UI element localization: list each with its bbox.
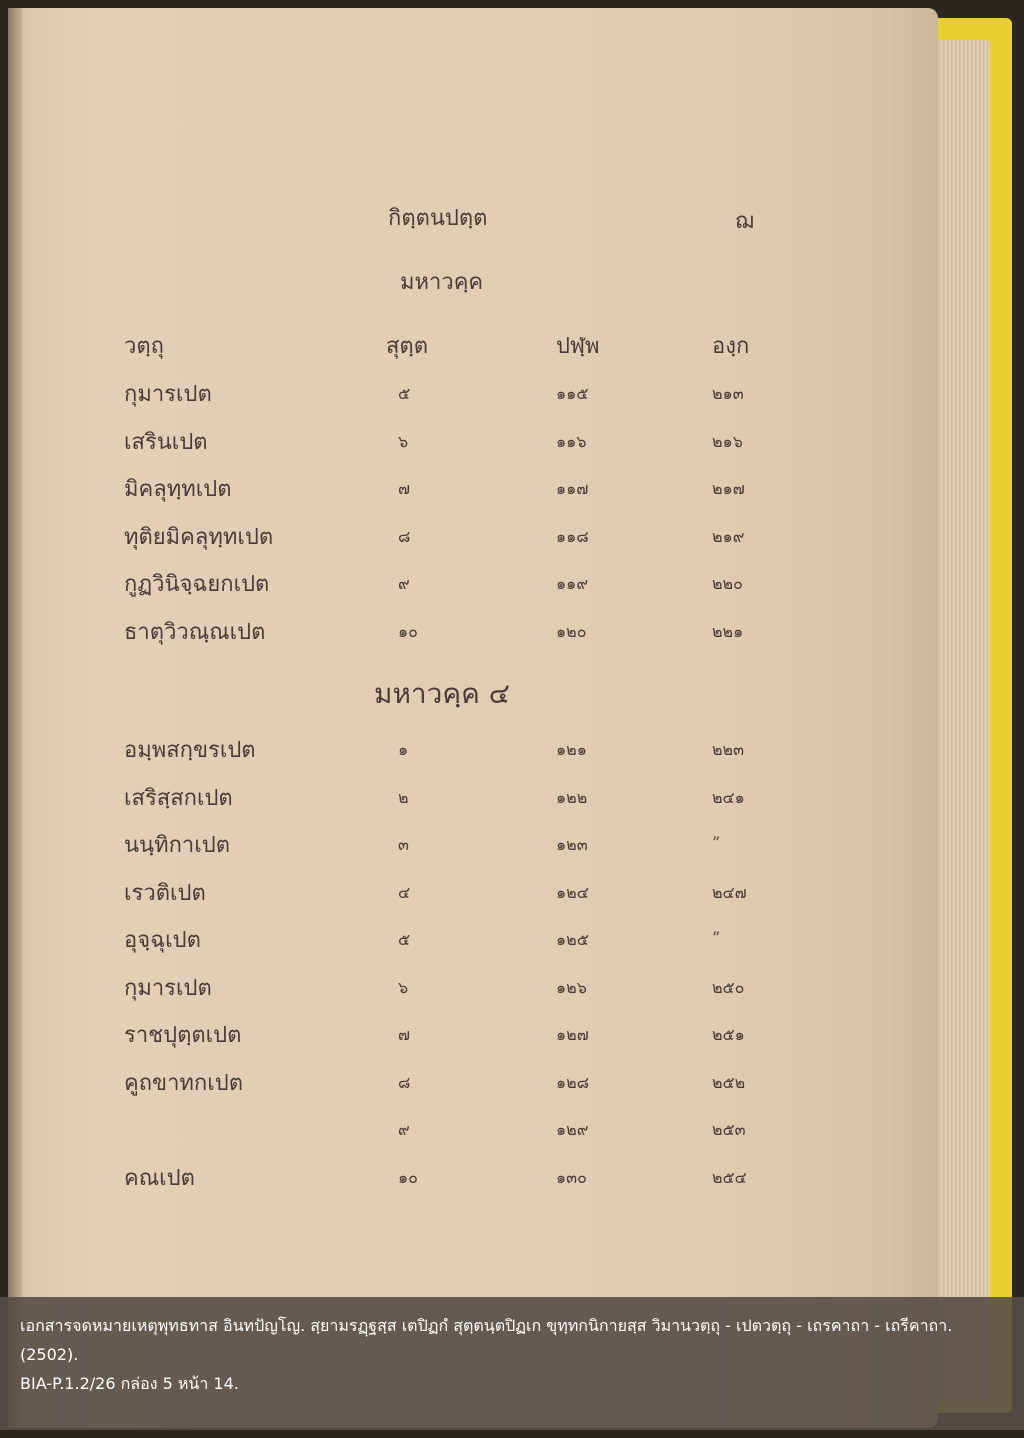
verse-number: ๒๕๔	[712, 1167, 747, 1187]
vatthu-name: อุจฺฉุเปต	[124, 928, 201, 953]
sutta-number: ๑	[398, 740, 409, 759]
spine-shadow	[8, 8, 22, 1428]
page-number-cell: ๑๑๕	[556, 384, 589, 403]
page-number-cell: ๑๒๑	[556, 740, 587, 759]
table-row	[0, 614, 930, 654]
sutta-number: ๘	[398, 1072, 411, 1092]
page-number-cell: ๑๒๔	[556, 882, 589, 902]
verse-number: ”	[712, 833, 721, 852]
caption-citation: เอกสารจดหมายเหตุพุทธทาส อินทปัญโญ. สฺยามรฏฺฐสฺส เตปิฏกํ สุตฺตนฺตปิฏเก ขุทฺทกนิกายสฺส วิมานวตฺถุ - เปตวตฺถุ - เถรคาถา - เถรีคาถา. (2502).	[20, 1316, 953, 1364]
section-title-2: มหาวคฺค ๔	[374, 677, 510, 710]
verse-number: ๒๒๑	[712, 621, 744, 641]
page-number-cell: ๑๒๐	[556, 621, 587, 641]
table-row	[0, 780, 930, 820]
page-number-cell: ๑๒๖	[556, 977, 587, 997]
vatthu-name: คูถขาทกเปต	[124, 1070, 244, 1096]
column-header-verse: องฺก	[712, 334, 750, 359]
verse-number: ๒๕๑	[712, 1025, 745, 1044]
sutta-number: ๗	[398, 1025, 411, 1044]
page-number-cell: ๑๒๗	[556, 1025, 589, 1044]
table-row	[0, 970, 930, 1010]
table-row	[0, 827, 930, 867]
column-header-sutta: สุตฺต	[386, 334, 429, 359]
table-row	[0, 519, 930, 559]
page-number-cell: ๑๒๒	[556, 787, 588, 807]
sutta-number: ๒	[398, 787, 409, 807]
vatthu-name: ราชปุตฺตเปต	[124, 1023, 242, 1048]
verse-number: ๒๕๐	[712, 977, 745, 997]
verse-number: ”	[712, 928, 721, 947]
sutta-number: ๑๐	[398, 621, 418, 641]
verse-number: ๒๔๗	[712, 882, 747, 902]
verse-number: ๒๑๓	[712, 384, 744, 403]
table-row	[0, 376, 930, 416]
table-row	[0, 424, 930, 464]
vatthu-name: กุมารเปต	[124, 975, 212, 1001]
sutta-number: ๕	[398, 930, 411, 949]
vatthu-name: อมฺพสกฺขรเปต	[124, 738, 256, 763]
page-number-cell: ๑๑๖	[556, 431, 587, 451]
page-number: ฌ	[735, 209, 754, 234]
sutta-number: ๔	[398, 882, 411, 902]
sutta-number: ๗	[398, 479, 411, 498]
sutta-number: ๖	[398, 977, 409, 997]
table-row	[0, 732, 930, 772]
verse-number: ๒๕๒	[712, 1072, 746, 1092]
vatthu-name: ทุติยมิคลุทฺทเปต	[124, 524, 274, 550]
table-row	[0, 1065, 930, 1105]
sutta-number: ๙	[398, 1120, 410, 1139]
vatthu-name: เสรินเปต	[124, 429, 208, 455]
table-row	[0, 1017, 930, 1057]
table-row	[0, 471, 930, 511]
verse-number: ๒๒๓	[712, 740, 745, 759]
table-row	[0, 1160, 930, 1200]
header-title: กิตฺตนปตฺต	[388, 206, 488, 231]
sutta-number: ๕	[398, 384, 411, 403]
verse-number: ๒๑๗	[712, 479, 745, 498]
table-row	[0, 1112, 930, 1152]
sutta-number: ๙	[398, 574, 410, 593]
verse-number: ๒๒๐	[712, 574, 743, 593]
sutta-number: ๖	[398, 431, 409, 451]
page-number-cell: ๑๒๓	[556, 835, 588, 854]
table-row	[0, 566, 930, 606]
vatthu-name: คณเปต	[124, 1165, 195, 1191]
table-row	[0, 875, 930, 915]
archive-caption	[0, 1297, 1024, 1430]
vatthu-name: กุมารเปต	[124, 382, 212, 407]
column-header-vatthu: วตฺถุ	[124, 334, 164, 359]
caption-reference: BIA-P.1.2/26 กล่อง 5 หน้า 14.	[20, 1374, 239, 1393]
verse-number: ๒๔๑	[712, 787, 745, 807]
table-row	[0, 922, 930, 962]
sutta-number: ๑๐	[398, 1167, 418, 1187]
sutta-number: ๓	[398, 835, 409, 854]
page-number-cell: ๑๒๘	[556, 1072, 590, 1092]
page-number-cell: ๑๓๐	[556, 1167, 587, 1187]
vatthu-name: เสริสฺสกเปต	[124, 785, 233, 811]
vatthu-name: ธาตุวิวณฺณเปต	[124, 619, 266, 645]
column-header-page: ปฬฺพ	[556, 334, 600, 359]
verse-number: ๒๕๓	[712, 1120, 746, 1139]
vatthu-name: กูฏวินิจฺฉยกเปต	[124, 572, 270, 597]
vatthu-name: มิคลุทฺทเปต	[124, 477, 232, 502]
page-number-cell: ๑๒๕	[556, 930, 589, 949]
page-number-cell: ๑๑๘	[556, 526, 589, 546]
section-title: มหาวคฺค	[400, 270, 484, 295]
page-number-cell: ๑๑๗	[556, 479, 589, 498]
verse-number: ๒๑๙	[712, 526, 745, 546]
sutta-number: ๘	[398, 526, 411, 546]
verse-number: ๒๑๖	[712, 431, 743, 451]
vatthu-name: นนฺทิกาเปต	[124, 833, 231, 858]
vatthu-name: เรวติเปต	[124, 880, 206, 906]
page-number-cell: ๑๑๙	[556, 574, 589, 593]
page-number-cell: ๑๒๙	[556, 1120, 589, 1139]
